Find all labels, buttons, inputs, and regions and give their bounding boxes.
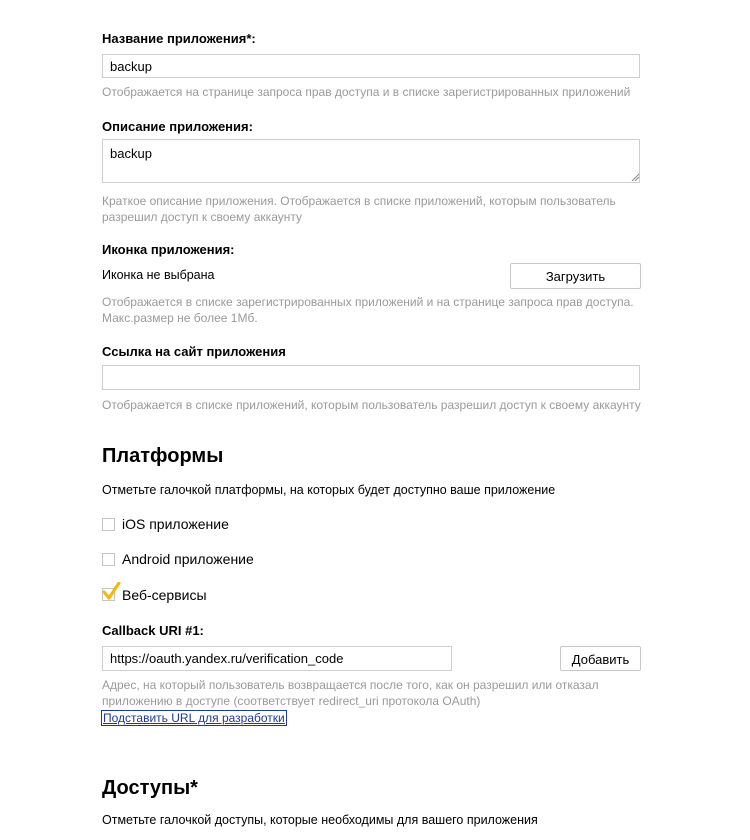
app-name-hint: Отображается на странице запроса прав доступа и в списке зарегистрированных приложений — [102, 85, 631, 99]
app-site-label: Ссылка на сайт приложения — [102, 344, 286, 359]
callback-hint-line1: Адрес, на который пользователь возвращается после того, как он разрешил или отказал — [102, 678, 599, 692]
access-heading: Доступы* — [102, 777, 198, 799]
app-description-hint-line2: разрешил доступ к своему аккаунту — [102, 210, 302, 224]
add-callback-button[interactable]: Добавить — [560, 646, 641, 671]
dev-url-link[interactable]: Подставить URL для разработки — [103, 711, 285, 725]
app-name-label: Название приложения*: — [102, 31, 256, 46]
android-checkbox[interactable] — [102, 553, 115, 566]
app-name-input[interactable] — [102, 54, 640, 78]
app-site-input[interactable] — [102, 365, 640, 390]
app-icon-hint-line2: Макс.размер не более 1Мб. — [102, 311, 258, 325]
app-description-label: Описание приложения: — [102, 119, 253, 134]
app-description-wrapper — [0, 139, 750, 183]
platforms-heading: Платформы — [102, 445, 224, 467]
ios-checkbox-label[interactable]: iOS приложение — [122, 516, 229, 532]
app-icon-hint-line1: Отображается в списке зарегистрированных приложений и на странице запроса прав доступа. — [102, 295, 634, 309]
access-description: Отметьте галочкой доступы, которые необходимы для вашего приложения — [102, 813, 538, 827]
upload-button[interactable]: Загрузить — [510, 263, 641, 289]
platforms-description: Отметьте галочкой платформы, на которых будет доступно ваше приложение — [102, 483, 556, 497]
web-services-checkbox-label[interactable]: Веб-сервисы — [122, 587, 207, 603]
app-icon-label: Иконка приложения: — [102, 242, 235, 257]
callback-hint-line2: приложению в доступе (соответствует redirect_uri протокола OAuth) — [102, 694, 481, 708]
app-description-textarea[interactable] — [102, 139, 640, 183]
app-icon-status: Иконка не выбрана — [102, 268, 215, 282]
app-site-hint: Отображается в списке приложений, которым пользователь разрешил доступ к своему аккаунту — [102, 398, 641, 412]
callback-uri-input[interactable] — [102, 646, 452, 671]
app-description-hint-line1: Краткое описание приложения. Отображается в списке приложений, которым пользователь — [102, 194, 616, 208]
android-checkbox-label[interactable]: Android приложение — [122, 551, 254, 567]
callback-label: Callback URI #1: — [102, 623, 204, 638]
web-services-checkbox[interactable] — [102, 588, 115, 601]
ios-checkbox[interactable] — [102, 518, 115, 531]
